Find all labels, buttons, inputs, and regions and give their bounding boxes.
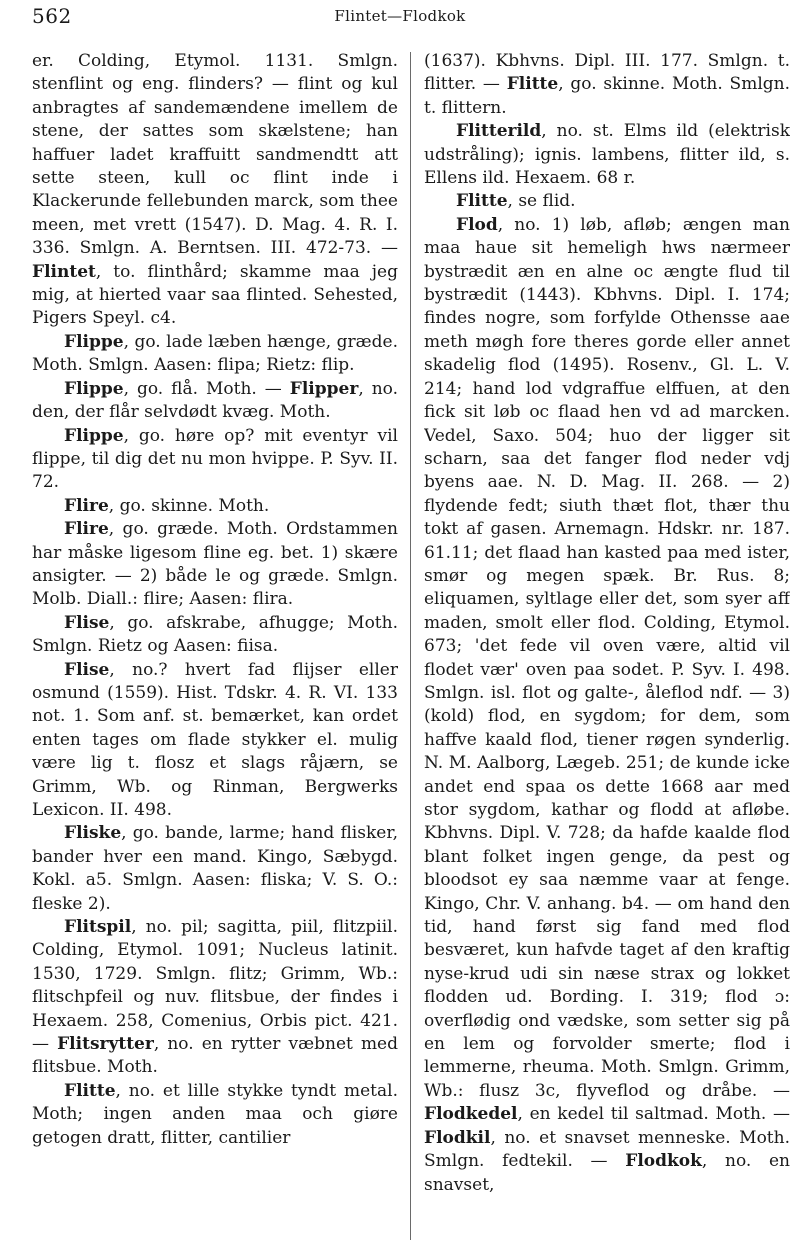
entry-text: , to. flinthård; skamme maa jeg mig, at hierted vaar saa flinted. Sehested, Pigers Speyl. c4. [32, 261, 398, 329]
headword: Flise [64, 659, 110, 680]
entry-text: , go. græde. Moth. Ordstammen har måske ligesom fline eg. bet. 1) skære ansigter. — 2) både le og græde. Smlgn. Molb. Diall.: flire; Aasen: flira. [32, 519, 398, 610]
column-divider [410, 52, 411, 1240]
headword: Flitte [456, 191, 508, 212]
left-column [32, 50, 398, 1240]
headword: Flippe [64, 331, 124, 352]
dictionary-entry [32, 495, 398, 518]
entry-text: , no. pil; sagitta, piil, flitzpiil. Colding, Etymol. 1091; Nucleus latinit. 1530, 1729. Smlgn. flitz; Grimm, Wb.: flitschpfeil og nuv. flitsbue, der findes i Hexaem. 258, Comenius, Orbis pict. 421. — [32, 917, 398, 1055]
dictionary-entry [32, 822, 398, 916]
headword: Flipper [289, 378, 359, 399]
entry-text: , go. afskrabe, afhugge; Moth. Smlgn. Rietz og Aasen: fiisa. [32, 612, 398, 657]
headword: Flitspil [64, 917, 132, 938]
headword: Flodkedel [424, 1104, 518, 1125]
headword: Flise [64, 612, 110, 633]
running-head: Flintet—Flodkok [334, 7, 466, 25]
entry-text: , no. st. Elms ild (elektrisk udstråling); ignis. lambens, flitter ild, s. Ellens ild. Hexaem. 68 r. [424, 121, 790, 189]
entry-text: , no. en snavset, [424, 1151, 790, 1195]
headword: Flod [456, 214, 498, 235]
dictionary-entry [32, 331, 398, 378]
entry-text: , en kedel til saltmad. Moth. — [517, 1104, 790, 1125]
dictionary-entry [424, 190, 790, 213]
page-number: 562 [32, 4, 72, 28]
entry-text: , go. bande, larme; hand flisker, bander hver een mand. Kingo, Sæbygd. Kokl. a5. Smlgn. Aasen: fliska; V. S. O.: fleske 2). [32, 823, 398, 914]
dictionary-entry [32, 916, 398, 1080]
entry-text: , go. lade læben hænge, græde. Moth. Smlgn. Aasen: flipa; Rietz: flip. [32, 331, 398, 376]
headword: Flippe [64, 378, 124, 399]
dictionary-entry [424, 50, 790, 120]
page-header [0, 0, 800, 36]
headword: Flire [64, 495, 109, 516]
entry-text: , go. skinne. Moth. [108, 495, 270, 516]
entry-text: , no. den, der flår selvdødt kvæg. Moth. [32, 378, 398, 423]
dictionary-entry [32, 659, 398, 823]
dictionary-entry [32, 378, 398, 425]
dictionary-entry [424, 214, 790, 1197]
entry-text: , no. et lille stykke tyndt metal. Moth; ingen anden maa och giøre getogen dratt, flitter, cantilier [32, 1080, 398, 1148]
entry-text: , no. et snavset menneske. Moth. Smlgn. fedtekil. — [424, 1127, 790, 1172]
entry-text: , se flid. [507, 191, 576, 212]
entry-text: (1637). Kbhvns. Dipl. III. 177. Smlgn. t. flitter. — [424, 51, 790, 95]
headword: Flitte [64, 1080, 116, 1101]
headword: Fliske [64, 823, 122, 844]
headword: Flippe [64, 425, 124, 446]
entry-text: , go. flå. Moth. — [123, 378, 290, 399]
dictionary-entry [32, 1080, 398, 1150]
entry-text: , go. skinne. Moth. Smlgn. t. flittern. [424, 74, 790, 118]
dictionary-entry [32, 425, 398, 495]
dictionary-entry [32, 612, 398, 659]
headword: Flintet [32, 261, 96, 282]
right-column [424, 50, 790, 1240]
entry-text: , go. høre op? mit eventyr vil flippe, til dig det nu mon hvippe. P. Syv. II. 72. [32, 425, 398, 493]
headword: Flitte [506, 74, 559, 95]
entry-text: , no. 1) løb, afløb; ængen man maa haue sit hemeligh hws nærmeer bystrædit æn en alne oc ængte flud til bystrædit (1443). Kbhvns. Dipl. I. 174; findes nogre, som forfylde Othenssе aae meth møgh fore theres gorde eller annet skadelig flod (1495). Rosenv., Gl. L. V. 214; hand lod vdgraffue elffuen, at den fick sit løb oc flaad hen vd ad marcken. Vedel, Saxo. 504; huo der ligger sit scharn, saa det fanger flod neder vdj byens aae. N. D. Mag. II. 268. — 2) flydende fedt; siuth thæt flot, thær thu tokt af gasen. Arnemagn. Hdskr. nr. 187. 61.11; det flaad han kasted paa med ister, smør og megen spæk. Br. Rus. 8; eliquamen, syltlage eller det, som syer aff maden, smolt eller flod. Colding, Etymol. 673; 'det fede vil oven være, altid vil flodet vær' oven paa sodet. P. Syv. I. 498. Smlgn. isl. flot og galte-, åleflod ndf. — 3) (kold) flod, en sygdom; for dem, som haffve kaald flod, tiener røgen synderlig. N. M. Aalborg, Lægeb. 251; de kunde icke andet end spaa os dette 1668 aar med stor sygdom, kathar og flodd at afløbe. Kbhvns. Dipl. V. 728; da hafde kaalde flod blant folket ingen genge, da pest og bloodsot ey saa næmme vaar at fenge. Kingo, Chr. V. anhang. b4. — om hand den tid, hand først sig fand med flod besværet, kun hafvde taget af den kraftig nyse-krud udi sin næse strax og lokket flodden ud. Bording. I. 319; flod ɔ: overflødig ond vædske, som setter sig på en lem og forvolder smerte; flod i lemmerne, rheuma. Moth. Smlgn. Grimm, Wb.: flusz 3c, flyveflod og dråbe. — [424, 214, 790, 1101]
headword: Flitsrytter [57, 1034, 154, 1055]
dictionary-entry [32, 518, 398, 612]
dictionary-entry [424, 120, 790, 190]
headword: Flodkil [424, 1127, 491, 1148]
entry-text: , no.? hvert fad flijser eller osmund (1559). Hist. Tdskr. 4. R. VI. 133 not. 1. Som anf. st. bemærket, kan ordet enten tages om flade stykker el. mulig være lig t. flosz et slags råjærn, se Grimm, Wb. og Rinman, Bergwerks Lexicon. II. 498. [32, 659, 398, 820]
headword: Flodkok [625, 1151, 702, 1172]
headword: Flitterild [456, 121, 542, 142]
dictionary-entry [32, 50, 398, 331]
headword: Flire [64, 519, 109, 540]
entry-text: , no. en rytter væbnet med flitsbue. Moth. [32, 1034, 398, 1078]
entry-text: er. Colding, Etymol. 1131. Smlgn. stenflint og eng. flinders? — flint og kul anbragtes af sandemændene imellem de stene, der sattes som skælstene; han haffuer ladet kraffuitt sandmendtt att sette steen, kull oc flint inde i Klackerunde fellebunden marck, som thee meen, met vrett (1547). D. Mag. 4. R. I. 336. Smlgn. A. Berntsen. III. 472-73. — [32, 51, 398, 259]
